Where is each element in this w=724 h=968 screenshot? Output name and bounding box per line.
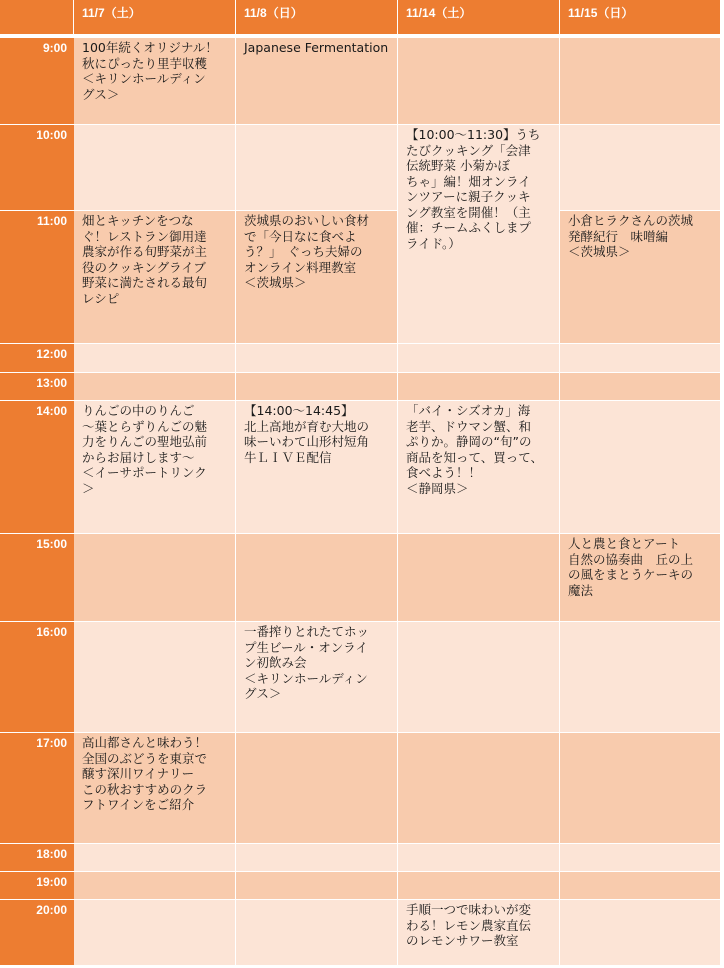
- event-cell: 畑とキッチンをつな ぐ！レストラン御用達 農家が作る旬野菜が主 役のクッキングライブ 野菜に満たされる最旬 レシピ: [74, 211, 236, 344]
- empty-cell: [398, 872, 560, 900]
- time-label: 18:00: [0, 844, 74, 872]
- empty-cell: [560, 872, 721, 900]
- empty-cell: [236, 373, 398, 401]
- time-label: 16:00: [0, 622, 74, 733]
- event-cell: Japanese Fermentation: [236, 38, 398, 125]
- empty-cell: [74, 534, 236, 622]
- event-cell: 【14:00〜14:45】 北上高地が育む大地の 味ーいわて山形村短角 牛ＬＩＶＥ配信: [236, 401, 398, 534]
- empty-cell: [236, 534, 398, 622]
- time-label: 13:00: [0, 373, 74, 401]
- time-label: 20:00: [0, 900, 74, 966]
- empty-cell: [236, 344, 398, 373]
- event-cell: りんごの中のりんご 〜葉とらずりんごの魅 力をりんごの聖地弘前 からお届けします〜 ＜イーサポートリンク ＞: [74, 401, 236, 534]
- empty-cell: [560, 401, 721, 534]
- header-day-1: 11/7（土）: [74, 0, 236, 34]
- header-day-2: 11/8（日）: [236, 0, 398, 34]
- empty-cell: [74, 844, 236, 872]
- event-cell: 人と農と食とアート 自然の協奏曲 丘の上 の風をまとうケーキの 魔法: [560, 534, 721, 622]
- time-label: 17:00: [0, 733, 74, 844]
- header-day-4: 11/15（日）: [560, 0, 721, 34]
- event-cell: 小倉ヒラクさんの茨城 発酵紀行 味噌編 ＜茨城県＞: [560, 211, 721, 344]
- event-cell: 100年続くオリジナル！ 秋にぴったり里芋収穫 ＜キリンホールディン グス＞: [74, 38, 236, 125]
- header-day-3: 11/14（土）: [398, 0, 560, 34]
- event-cell: 茨城県のおいしい食材 で「今日なに食べよ う？」 ぐっち夫婦の オンライン料理教室 ＜茨城県＞: [236, 211, 398, 344]
- empty-cell: [398, 344, 560, 373]
- empty-cell: [236, 733, 398, 844]
- header-corner: [0, 0, 74, 34]
- empty-cell: [560, 373, 721, 401]
- empty-cell: [560, 900, 721, 966]
- time-label: 15:00: [0, 534, 74, 622]
- empty-cell: [74, 125, 236, 211]
- empty-cell: [560, 844, 721, 872]
- empty-cell: [398, 622, 560, 733]
- empty-cell: [398, 733, 560, 844]
- time-label: 11:00: [0, 211, 74, 344]
- empty-cell: [560, 125, 721, 211]
- empty-cell: [74, 373, 236, 401]
- event-cell: 一番搾りとれたてホッ プ生ビール・オンライ ン初飲み会 ＜キリンホールディン グス＞: [236, 622, 398, 733]
- time-label: 9:00: [0, 38, 74, 125]
- empty-cell: [560, 622, 721, 733]
- time-label: 10:00: [0, 125, 74, 211]
- empty-cell: [560, 344, 721, 373]
- time-label: 19:00: [0, 872, 74, 900]
- empty-cell: [236, 900, 398, 966]
- empty-cell: [236, 872, 398, 900]
- event-cell: 【10:00〜11:30】うち たびクッキング「会津 伝統野菜 小菊かぼ ちゃ」編！畑オンライ ンツアーに親子クッキ ング教室を開催！（主 催：チームふくしまプ ライド。）: [398, 125, 560, 344]
- empty-cell: [398, 534, 560, 622]
- empty-cell: [74, 344, 236, 373]
- empty-cell: [560, 733, 721, 844]
- empty-cell: [398, 373, 560, 401]
- empty-cell: [74, 622, 236, 733]
- empty-cell: [398, 38, 560, 125]
- empty-cell: [74, 900, 236, 966]
- empty-cell: [398, 844, 560, 872]
- empty-cell: [74, 872, 236, 900]
- empty-cell: [236, 844, 398, 872]
- empty-cell: [560, 38, 721, 125]
- event-cell: 高山都さんと味わう！ 全国のぶどうを東京で 醸す深川ワイナリー この秋おすすめのクラ フトワインをご紹介: [74, 733, 236, 844]
- event-cell: 手順一つで味わいが変 わる！レモン農家直伝 のレモンサワー教室: [398, 900, 560, 966]
- empty-cell: [236, 125, 398, 211]
- time-label: 14:00: [0, 401, 74, 534]
- time-label: 12:00: [0, 344, 74, 373]
- event-cell: 「バイ・シズオカ」海 老芋、ドウマン蟹、和 ぷりか。静岡の“旬”の 商品を知って、買って、 食べよう！！ ＜静岡県＞: [398, 401, 560, 534]
